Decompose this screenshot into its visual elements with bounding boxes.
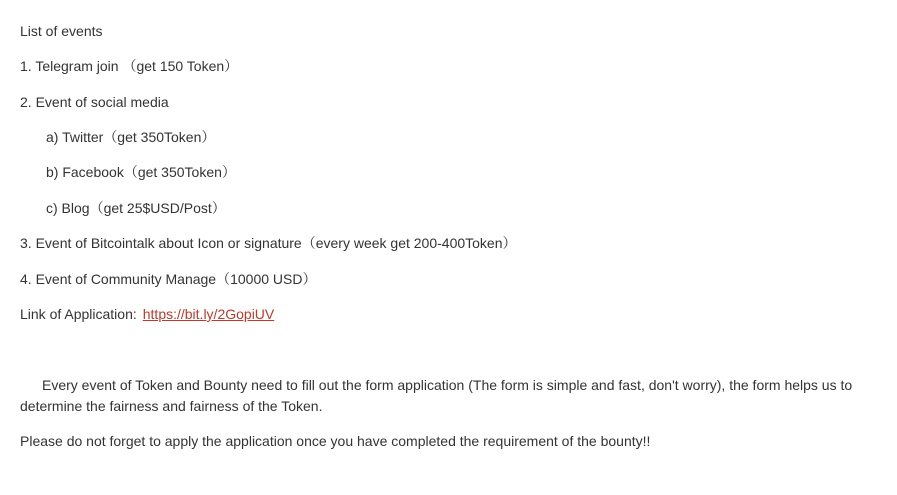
event-item-community-manage: 4. Event of Community Manage（10000 USD） xyxy=(20,271,317,287)
social-item-facebook: b) Facebook（get 350Token） xyxy=(46,164,236,180)
application-label: Link of Application: xyxy=(20,306,137,322)
form-note-paragraph: Every event of Token and Bounty need to fill out the form application (The form is simple and fast, don't worry), the form helps us to determine the fairness and fairness of the Token. xyxy=(20,377,853,414)
event-item-telegram: 1. Telegram join （get 150 Token） xyxy=(20,58,239,74)
application-row xyxy=(20,304,274,324)
social-item-blog: c) Blog（get 25$USD/Post） xyxy=(46,200,226,216)
reminder-paragraph: Please do not forget to apply the application once you have completed the requirement of the bounty!! xyxy=(20,433,651,449)
event-item-social-media: 2. Event of social media xyxy=(20,94,169,110)
events-heading: List of events xyxy=(20,23,103,39)
social-item-twitter: a) Twitter（get 350Token） xyxy=(46,129,216,145)
event-item-bitcointalk: 3. Event of Bitcointalk about Icon or signature（every week get 200-400Token） xyxy=(20,235,517,251)
application-link[interactable]: https://bit.ly/2GopiUV xyxy=(142,306,275,322)
